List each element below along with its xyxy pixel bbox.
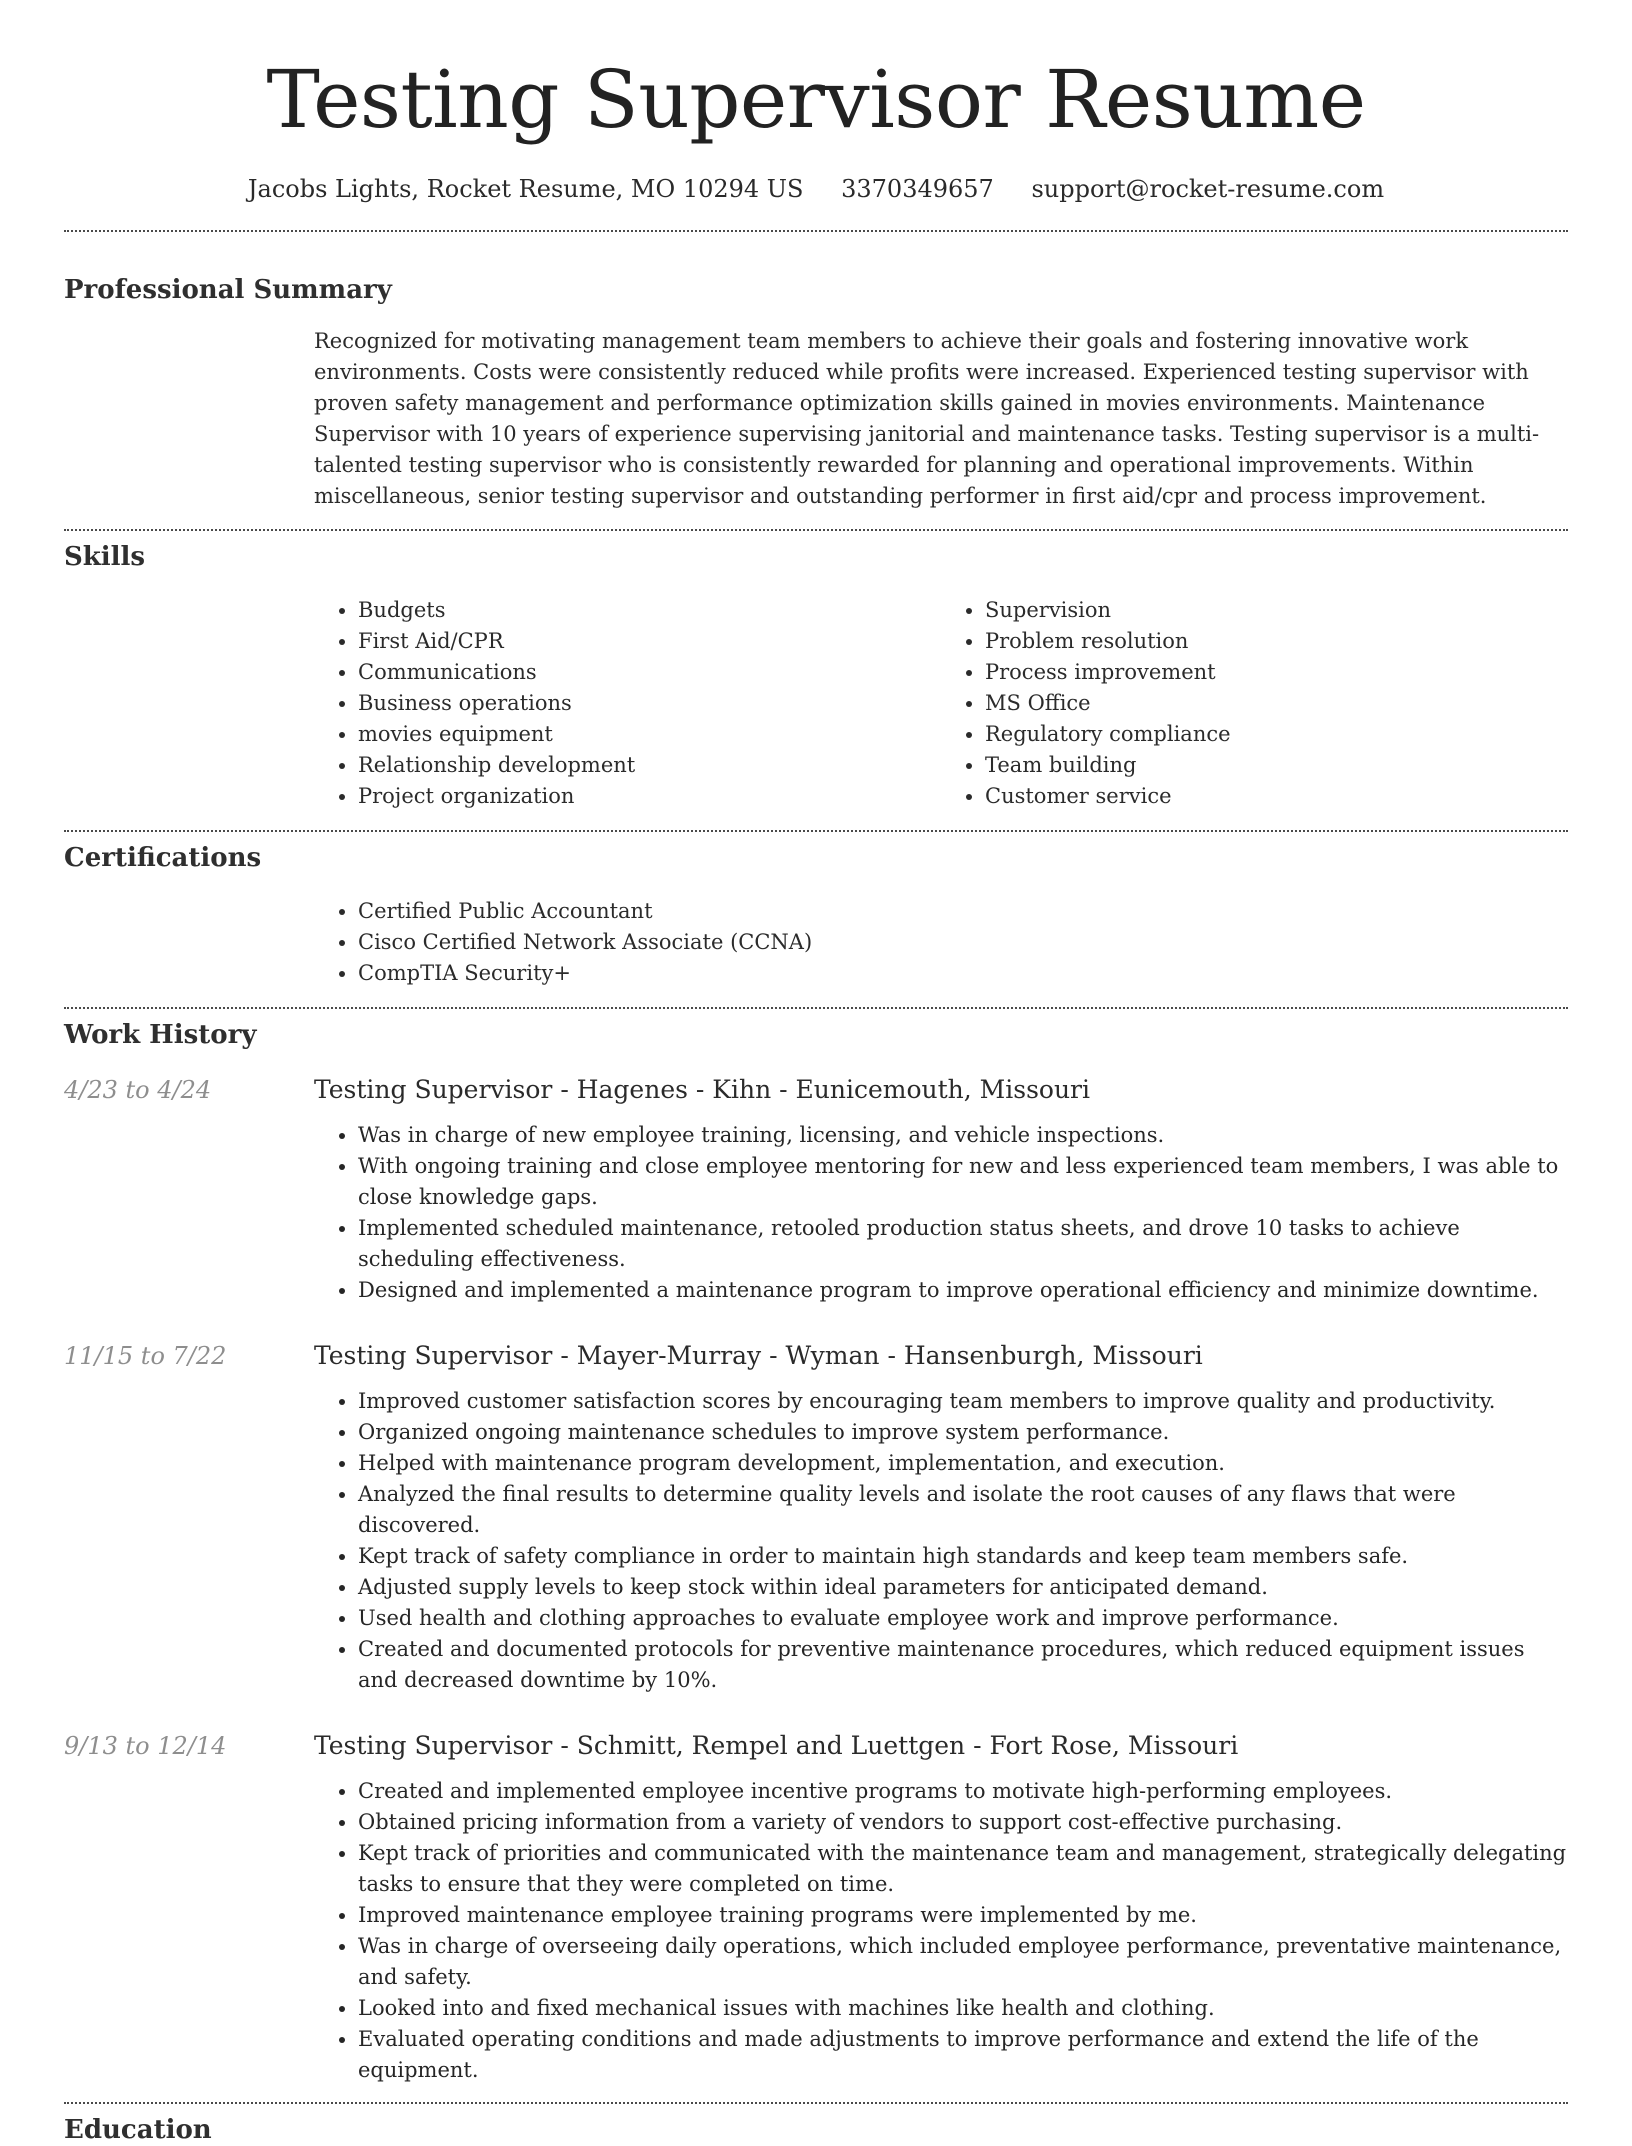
summary-heading: Professional Summary [64, 275, 392, 305]
job-bullet: • Obtained pricing information from a variety of vendors to support cost-effective purchasing. [358, 1807, 1568, 1838]
job-bullet: • Was in charge of overseeing daily operations, which included employee performance, preventative maintenance, and safety. [358, 1931, 1568, 1993]
certifications-heading: Certifications [64, 843, 262, 873]
certification-item: • Cisco Certified Network Associate (CCNA) [358, 927, 1568, 958]
skill-item: • Budgets [358, 595, 941, 626]
certifications-list [314, 896, 1568, 989]
job-entry [64, 1340, 1568, 1696]
certifications-section [64, 832, 1568, 1007]
skills-heading: Skills [64, 542, 146, 572]
skills-list-left [314, 595, 941, 812]
job-entry [64, 1730, 1568, 2102]
job-bullet: • Created and documented protocols for preventive maintenance procedures, which reduced equipment issues and decreased downtime by 10%. [358, 1634, 1568, 1696]
skill-item: • Problem resolution [985, 626, 1568, 657]
certifications-body [314, 896, 1568, 1007]
contact-line [64, 174, 1568, 204]
job-dates: 4/23 to 4/24 [64, 1076, 212, 1104]
job-bullet: • Was in charge of new employee training, licensing, and vehicle inspections. [358, 1120, 1568, 1151]
job-bullet: • Implemented scheduled maintenance, retooled production status sheets, and drove 10 tasks to achieve scheduling effectiveness. [358, 1213, 1568, 1275]
skills-section [64, 531, 1568, 830]
skill-item: • Process improvement [985, 657, 1568, 688]
job-bullet: • Helped with maintenance program development, implementation, and execution. [358, 1448, 1568, 1479]
skill-item: • Communications [358, 657, 941, 688]
work-history-heading: Work History [64, 1020, 257, 1050]
job-bullet: • Analyzed the final results to determine quality levels and isolate the root causes of any flaws that were discovered. [358, 1479, 1568, 1541]
job-bullets [314, 1776, 1568, 2086]
job-dates: 9/13 to 12/14 [64, 1732, 227, 1760]
summary-section [64, 232, 1568, 529]
job-bullet: • Created and implemented employee incentive programs to motivate high-performing employees. [358, 1776, 1568, 1807]
skill-item: • Team building [985, 750, 1568, 781]
job-bullet: • Used health and clothing approaches to evaluate employee work and improve performance. [358, 1603, 1568, 1634]
skill-item: • movies equipment [358, 719, 941, 750]
job-details [314, 1340, 1568, 1696]
skills-grid [314, 595, 1568, 830]
job-title: Testing Supervisor - Mayer-Murray - Wyman - Hansenburgh, Missouri [314, 1341, 1203, 1370]
job-bullet: • Looked into and fixed mechanical issues with machines like health and clothing. [358, 1993, 1568, 2024]
education-section [64, 2104, 1568, 2146]
job-details [314, 1074, 1568, 1306]
job-bullets [314, 1386, 1568, 1696]
certification-item: • Certified Public Accountant [358, 896, 1568, 927]
job-bullet: • Evaluated operating conditions and made adjustments to improve performance and extend the life of the equipment. [358, 2024, 1568, 2086]
job-dates: 11/15 to 7/22 [64, 1342, 227, 1370]
job-bullet: • Kept track of priorities and communicated with the maintenance team and management, strategically delegating tasks to ensure that they were completed on time. [358, 1838, 1568, 1900]
job-bullet: • Kept track of safety compliance in order to maintain high standards and keep team members safe. [358, 1541, 1568, 1572]
summary-text: Recognized for motivating management team members to achieve their goals and fostering innovative work environments. Costs were consistently reduced while profits were increased. Experienced testing supervisor with proven safety management and performance optimization skills gained in movies environments. Maintenance Supervisor with 10 years of experience supervising janitorial and maintenance tasks. Testing supervisor is a multi-talented testing supervisor who is consistently rewarded for planning and operational improvements. Within miscellaneous, senior testing supervisor and outstanding performer in first aid/cpr and process improvement. [314, 329, 1540, 508]
job-bullet: • Designed and implemented a maintenance program to improve operational efficiency and minimize downtime. [358, 1275, 1568, 1306]
job-details [314, 1730, 1568, 2086]
skill-item: • Supervision [985, 595, 1568, 626]
job-bullet: • Improved maintenance employee training programs were implemented by me. [358, 1900, 1568, 1931]
work-history-section [64, 1009, 1568, 2102]
resume-title: Testing Supervisor Resume [266, 53, 1366, 146]
job-bullets [314, 1120, 1568, 1306]
job-entry [64, 1074, 1568, 1306]
skill-item: • Project organization [358, 781, 941, 812]
contact-email[interactable]: support@rocket-resume.com [1031, 175, 1385, 203]
resume-page [64, 0, 1568, 2146]
contact-address: Jacobs Lights, Rocket Resume, MO 10294 US [247, 175, 804, 203]
certification-item: • CompTIA Security+ [358, 958, 1568, 989]
job-bullet: • With ongoing training and close employee mentoring for new and less experienced team members, I was able to close knowledge gaps. [358, 1151, 1568, 1213]
job-bullet: • Adjusted supply levels to keep stock within ideal parameters for anticipated demand. [358, 1572, 1568, 1603]
skill-item: • MS Office [985, 688, 1568, 719]
skill-item: • Regulatory compliance [985, 719, 1568, 750]
skill-item: • First Aid/CPR [358, 626, 941, 657]
skill-item: • Business operations [358, 688, 941, 719]
contact-phone[interactable]: 3370349657 [841, 175, 994, 203]
job-bullet: • Improved customer satisfaction scores by encouraging team members to improve quality and productivity. [358, 1386, 1568, 1417]
education-heading: Education [64, 2115, 212, 2145]
job-title: Testing Supervisor - Hagenes - Kihn - Eunicemouth, Missouri [314, 1075, 1091, 1104]
job-bullet: • Organized ongoing maintenance schedules to improve system performance. [358, 1417, 1568, 1448]
skill-item: • Customer service [985, 781, 1568, 812]
job-title: Testing Supervisor - Schmitt, Rempel and Luettgen - Fort Rose, Missouri [314, 1731, 1239, 1760]
skills-list-right [941, 595, 1568, 812]
skill-item: • Relationship development [358, 750, 941, 781]
